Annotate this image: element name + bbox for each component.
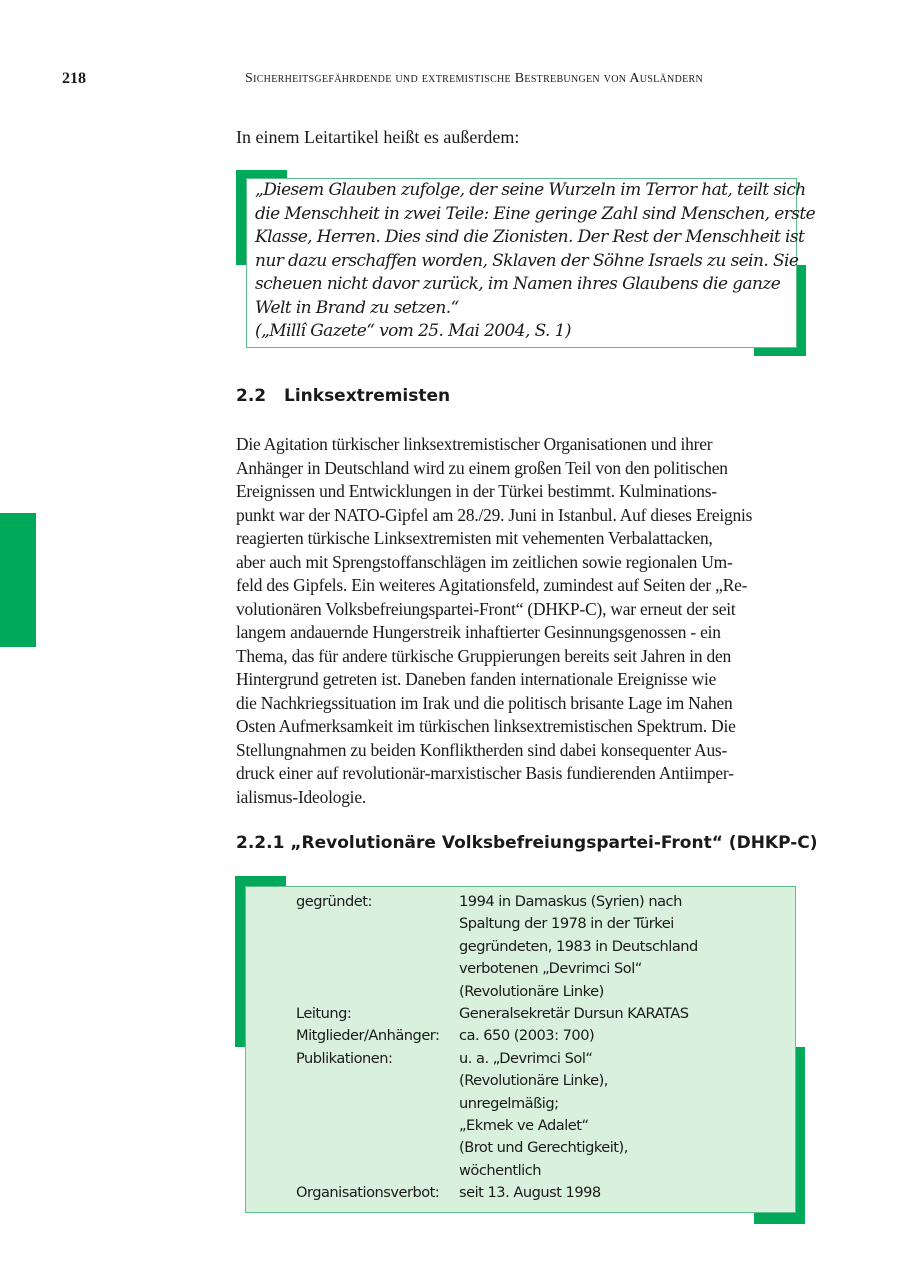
info-row bbox=[296, 891, 698, 1003]
info-value-line: wöchentlich bbox=[459, 1161, 541, 1179]
body-line: die Nachkriegssituation im Irak und die politisch brisante Lage im Nahen bbox=[236, 692, 733, 713]
subsection-title: „Revolutionäre Volksbefreiungspartei-Front“ (DHKP-C) bbox=[290, 833, 818, 853]
info-value-line: (Revolutionäre Linke) bbox=[459, 982, 604, 1000]
body-line: ialismus-Ideologie. bbox=[236, 786, 366, 807]
body-line: reagierten türkische Linksextremisten mit vehementen Verbalattacken, bbox=[236, 528, 713, 548]
info-value-line: gegründeten, 1983 in Deutschland bbox=[459, 937, 698, 955]
info-row bbox=[296, 1025, 698, 1047]
body-line: Stellungnahmen zu beiden Konfliktherden sind dabei konsequenter Aus- bbox=[236, 739, 728, 760]
info-value bbox=[459, 891, 698, 1003]
info-value-line: Spaltung der 1978 in der Türkei bbox=[459, 915, 674, 933]
body-line: feld des Gipfels. Ein weiteres Agitationsfeld, zumindest auf Seiten der „Re- bbox=[236, 575, 748, 595]
info-value-line: seit 13. August 1998 bbox=[459, 1184, 601, 1202]
info-value bbox=[459, 1003, 688, 1025]
info-row bbox=[296, 1003, 698, 1025]
info-value-line: Generalsekretär Dursun KARATAS bbox=[459, 1005, 689, 1023]
body-line: Hintergrund getreten ist. Daneben fanden internationale Ereignisse wie bbox=[236, 669, 717, 689]
info-table bbox=[296, 891, 698, 1205]
info-value-line: ca. 650 (2003: 700) bbox=[459, 1027, 595, 1045]
info-value bbox=[459, 1182, 601, 1204]
info-row bbox=[296, 1048, 698, 1182]
info-value-line: (Brot und Gerechtigkeit), bbox=[459, 1139, 628, 1157]
info-value-line: „Ekmek ve Adalet“ bbox=[459, 1117, 589, 1135]
body-line: volutionären Volksbefreiungspartei-Front“ (DHKP-C), war erneut der seit bbox=[236, 598, 736, 619]
body-line: Osten Aufmerksamkeit im türkischen linksextremistischen Spektrum. Die bbox=[236, 716, 736, 736]
info-accent-bottom bbox=[754, 1212, 805, 1224]
info-label: Organisationsverbot: bbox=[296, 1184, 440, 1202]
quote-source: („Millî Gazete“ vom 25. Mai 2004, S. 1) bbox=[255, 321, 571, 341]
quote-text bbox=[255, 179, 815, 344]
info-label: Mitglieder/Anhänger: bbox=[296, 1027, 440, 1045]
section-heading bbox=[236, 386, 450, 406]
quote-line: Klasse, Herren. Dies sind die Zionisten. Der Rest der Menschheit ist bbox=[255, 227, 805, 247]
quote-line: nur dazu erschaffen worden, Sklaven der Söhne Israels zu sein. Sie bbox=[255, 250, 799, 271]
quote-line: „Diesem Glauben zufolge, der seine Wurzeln im Terror hat, teilt sich bbox=[255, 180, 806, 200]
section-number: 2.2 bbox=[236, 386, 267, 406]
body-line: punkt war der NATO-Gipfel am 28./29. Juni in Istanbul. Auf dieses Ereignis bbox=[236, 504, 753, 525]
info-value-line: (Revolutionäre Linke), bbox=[459, 1072, 608, 1090]
body-paragraph bbox=[236, 433, 752, 809]
quote-line: Welt in Brand zu setzen.“ bbox=[255, 297, 459, 318]
subsection-number: 2.2.1 bbox=[236, 833, 285, 853]
page-number: 218 bbox=[62, 70, 86, 87]
quote-line: scheuen nicht davor zurück, im Namen ihres Glaubens die ganze bbox=[255, 274, 781, 294]
info-label: Publikationen: bbox=[296, 1049, 393, 1067]
side-tab-marker bbox=[0, 513, 36, 647]
info-label: gegründet: bbox=[296, 893, 372, 910]
quote-accent-bottom bbox=[754, 347, 806, 356]
body-line: druck einer auf revolutionär-marxistischer Basis fundierenden Antiimper- bbox=[236, 763, 734, 783]
body-line: Die Agitation türkischer linksextremistischer Organisationen und ihrer bbox=[236, 434, 713, 454]
body-line: Anhänger in Deutschland wird zu einem großen Teil von den politischen bbox=[236, 457, 728, 478]
body-line: Thema, das für andere türkische Gruppierungen bereits seit Jahren in den bbox=[236, 645, 732, 666]
running-title: Sicherheitsgefährdende und extremistische Bestrebungen von Ausländern bbox=[245, 71, 703, 86]
body-line: langem andauernde Hungerstreik inhaftierter Gesinnungsgenossen - ein bbox=[236, 622, 721, 642]
subsection-heading bbox=[236, 833, 818, 853]
info-label: Leitung: bbox=[296, 1005, 352, 1023]
info-value-line: verbotenen „Devrimci Sol“ bbox=[459, 960, 642, 978]
body-line: Ereignissen und Entwicklungen in der Türkei bestimmt. Kulminations- bbox=[236, 481, 717, 501]
body-line: aber auch mit Sprengstoffanschlägen im zeitlichen sowie regionalen Um- bbox=[236, 551, 733, 572]
info-value bbox=[459, 1048, 628, 1182]
info-row bbox=[296, 1182, 698, 1204]
info-value bbox=[459, 1025, 594, 1047]
info-value-line: u. a. „Devrimci Sol“ bbox=[459, 1049, 593, 1067]
info-value-line: 1994 in Damaskus (Syrien) nach bbox=[459, 893, 682, 910]
section-title: Linksextremisten bbox=[284, 386, 451, 406]
intro-text: In einem Leitartikel heißt es außerdem: bbox=[236, 127, 520, 147]
quote-line: die Menschheit in zwei Teile: Eine geringe Zahl sind Menschen, erste bbox=[255, 203, 816, 224]
info-value-line: unregelmäßig; bbox=[459, 1094, 559, 1112]
